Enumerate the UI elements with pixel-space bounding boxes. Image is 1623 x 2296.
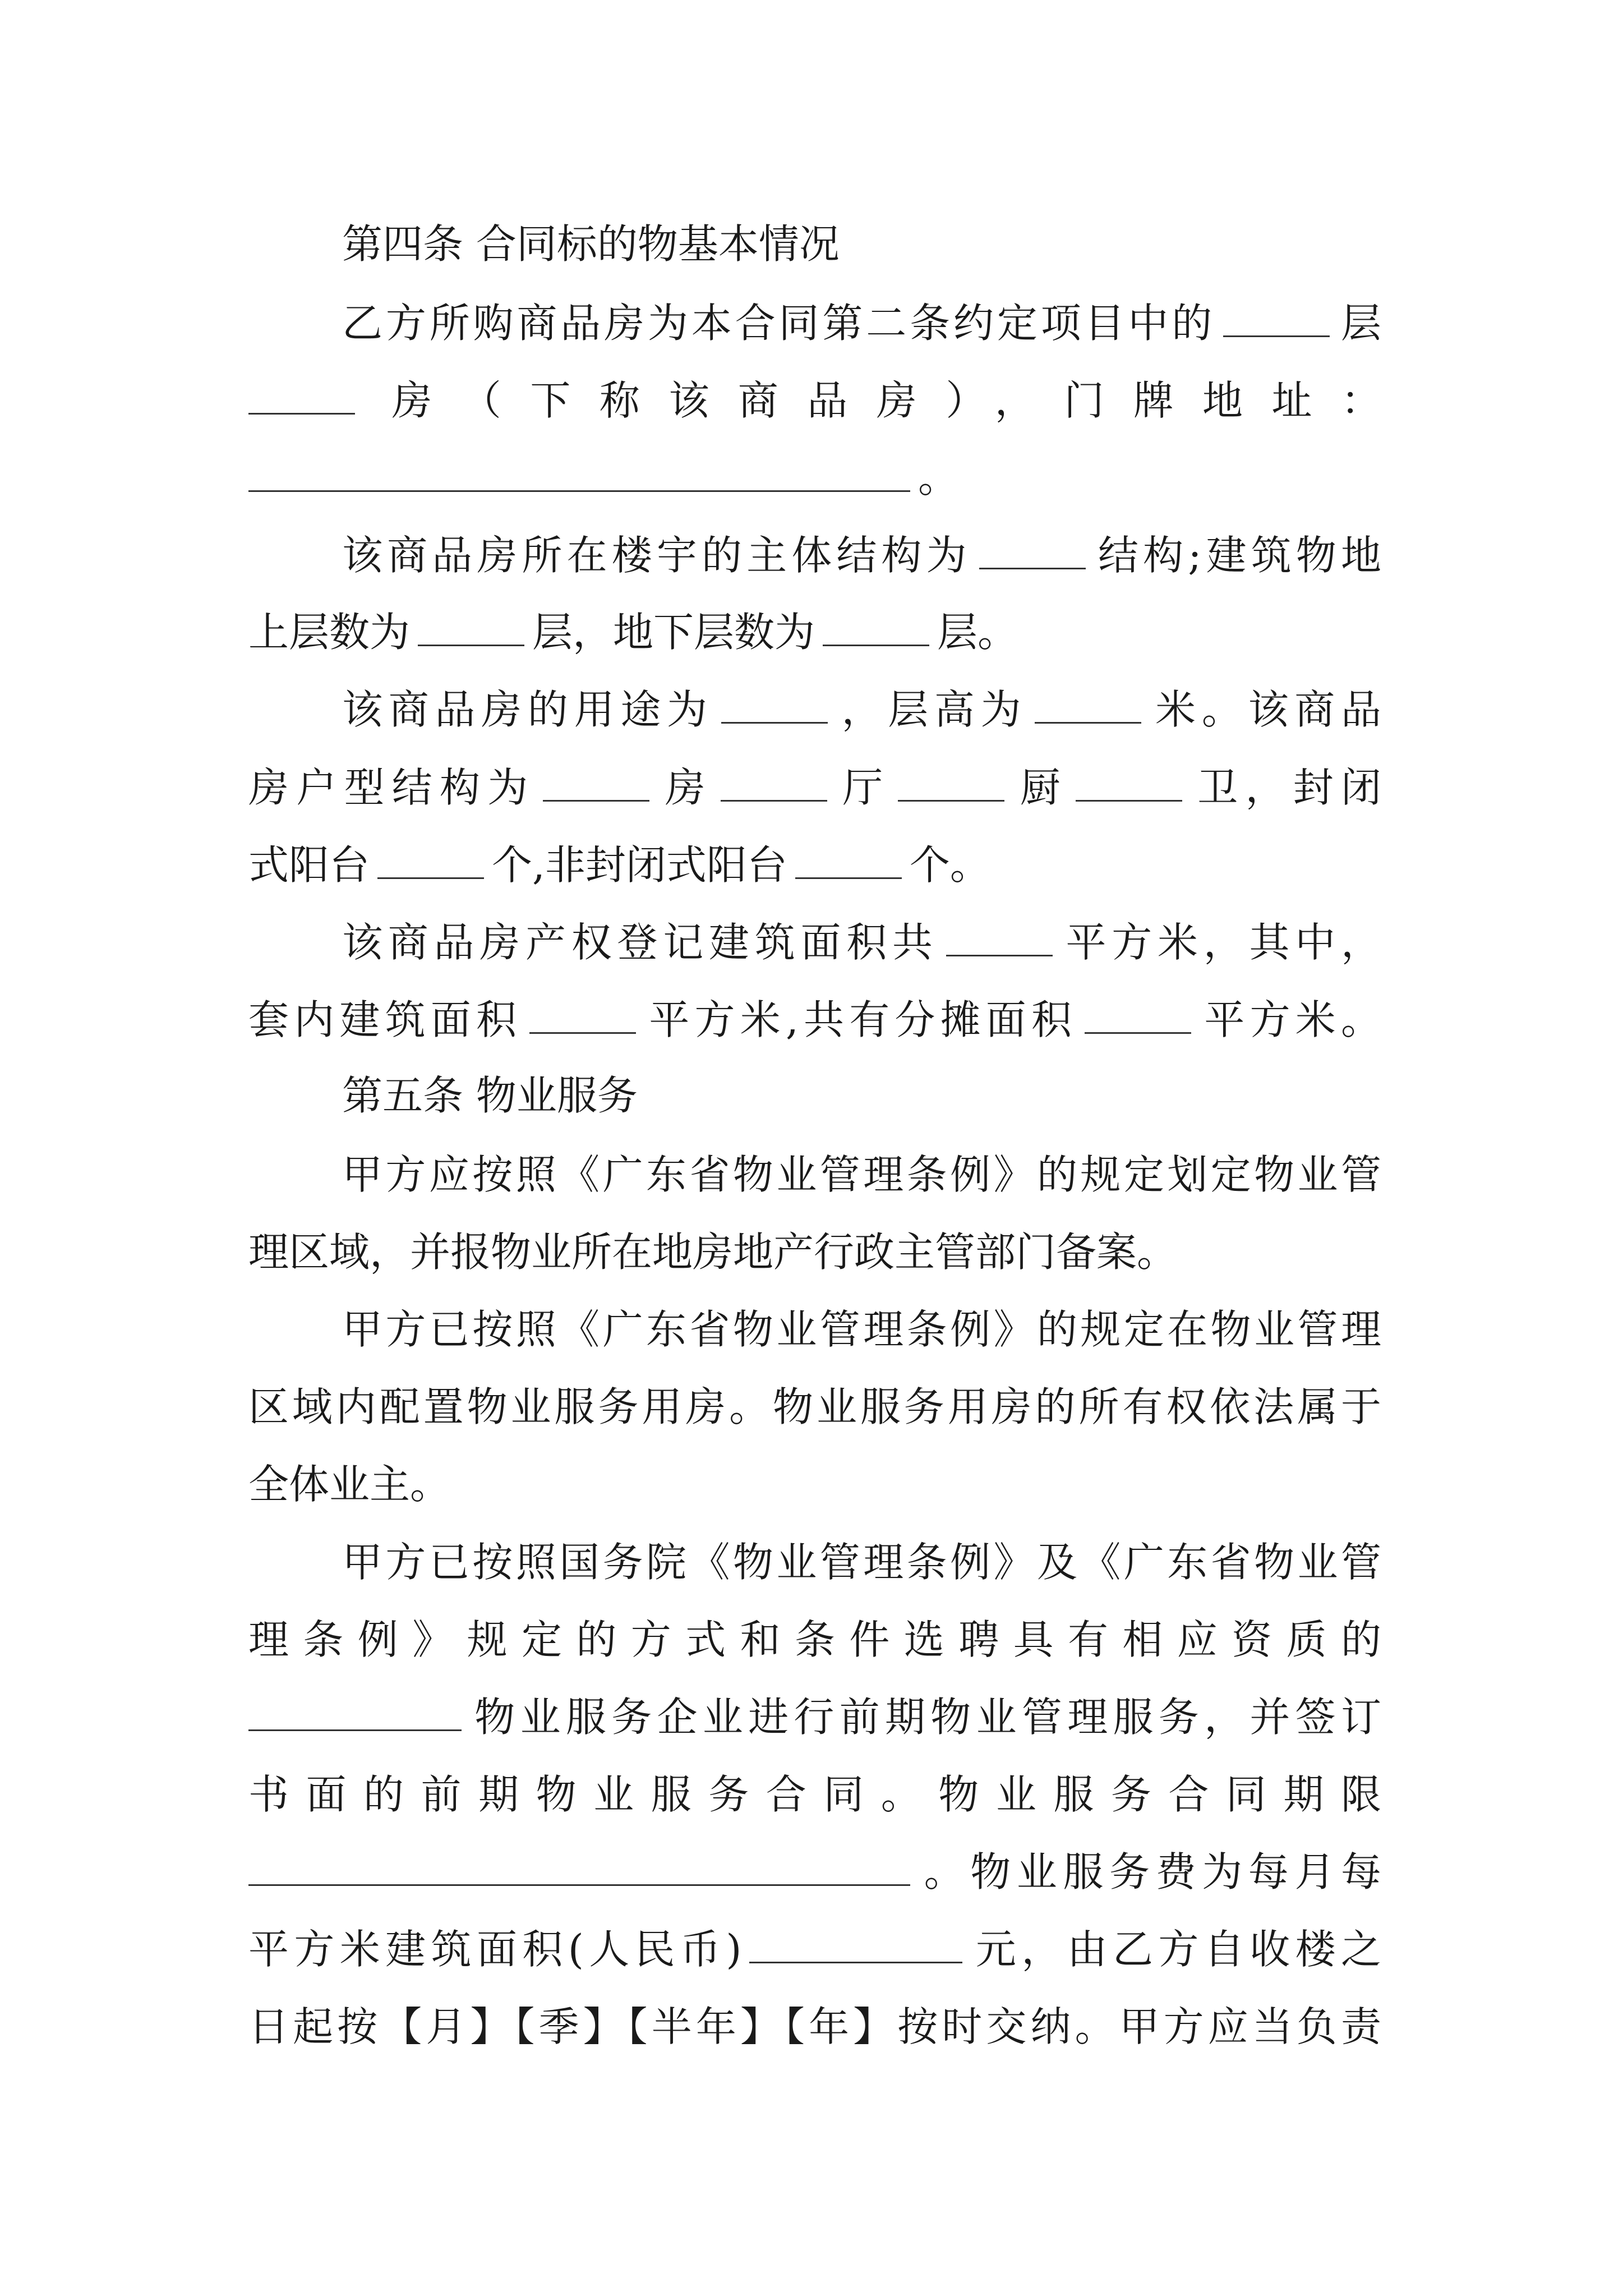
paragraph-2-line-2 <box>248 604 1381 660</box>
fill-blank-open-balconies <box>795 843 902 879</box>
fill-blank-room <box>248 378 355 415</box>
paragraph-2-line-1 <box>342 527 1381 583</box>
text-segment: 。 <box>918 454 959 501</box>
text-segment: 层 <box>1338 300 1381 347</box>
text-segment: 书面的前期物业服务合同。物业服务合同期限 <box>248 1771 1381 1818</box>
text-segment: 甲方已按照国务院《物业管理条例》及《广东省物业管 <box>342 1539 1381 1586</box>
fill-blank-service-company <box>248 1695 462 1731</box>
text-segment: 该商品房产权登记建筑面积共 <box>342 919 938 966</box>
paragraph-4-line-1 <box>342 914 1381 970</box>
text-segment: 理条例》规定的方式和条件选聘具有相应资质的 <box>248 1616 1381 1663</box>
text-segment: 甲方已按照《广东省物业管理条例》的规定在物业管理 <box>342 1306 1381 1353</box>
text-segment: 平方米,共有分摊面积 <box>644 996 1077 1043</box>
fill-blank-kitchens <box>898 765 1004 802</box>
text-segment: 房（下称该商品房），门牌地址： <box>363 377 1381 424</box>
paragraph-1-line-2 <box>248 372 1381 429</box>
text-segment: 结构;建筑物地 <box>1093 532 1381 579</box>
text-segment: 厨 <box>1012 764 1068 811</box>
text-segment: 物业服务企业进行前期物业管理服务，并签订 <box>469 1694 1381 1741</box>
text-segment: 上层数为 <box>248 609 411 656</box>
fill-blank-floors-below <box>823 610 929 646</box>
paragraph-6-line-3 <box>248 1456 1381 1512</box>
text-segment: 日起按【月】【季】【半年】【年】按时交纳。甲方应当负责 <box>248 2003 1381 2050</box>
text-segment: 。物业服务费为每月每 <box>918 1848 1381 1895</box>
paragraph-3-line-3 <box>248 837 1381 893</box>
paragraph-3-line-1 <box>342 682 1381 738</box>
fill-blank-halls <box>721 765 827 802</box>
paragraph-7-line-3 <box>248 1689 1381 1745</box>
text-segment: 全体业主。 <box>248 1461 451 1508</box>
fill-blank-total-area <box>946 920 1053 956</box>
fill-blank-usage <box>721 687 828 724</box>
paragraph-4-line-2 <box>248 992 1381 1048</box>
text-segment: 厅 <box>834 764 891 811</box>
paragraph-1-line-1 <box>342 295 1381 351</box>
text-segment: 平方米。 <box>1199 996 1381 1043</box>
paragraph-5-line-2 <box>248 1224 1381 1280</box>
text-segment: 层，地下层数为 <box>532 609 815 656</box>
article-4-title <box>342 216 1381 272</box>
fill-blank-address <box>248 455 910 492</box>
text-segment: 理区域，并报物业所在地房地产行政主管部门备案。 <box>248 1228 1178 1276</box>
fill-blank-inner-area <box>529 997 636 1034</box>
paragraph-1-line-3 <box>248 450 1381 506</box>
paragraph-7-line-1 <box>342 1534 1381 1590</box>
text-segment: 个,非封闭式阳台 <box>492 841 787 889</box>
paragraph-7-line-2 <box>248 1612 1381 1668</box>
fill-blank-bathrooms <box>1076 765 1182 802</box>
fill-blank-shared-area <box>1085 997 1191 1034</box>
fill-blank-floor <box>1223 301 1330 337</box>
text-segment: 米。该商品 <box>1149 686 1381 733</box>
text-segment: 区域内配置物业服务用房。物业服务用房的所有权依法属于 <box>248 1383 1381 1430</box>
text-segment: 元，由乙方自收楼之 <box>970 1926 1381 1973</box>
fill-blank-contract-term <box>248 1849 910 1886</box>
text-segment: 式阳台 <box>248 841 370 889</box>
article-5-title-text: 第五条 物业服务 <box>342 1072 638 1119</box>
paragraph-7-line-4 <box>248 1766 1381 1823</box>
text-segment: 该商品房的用途为 <box>342 686 713 733</box>
paragraph-3-line-2 <box>248 760 1381 816</box>
text-segment: 卫，封闭 <box>1189 764 1381 811</box>
text-segment: 个。 <box>909 841 990 889</box>
text-segment: 房 <box>657 764 713 811</box>
text-segment: 甲方应按照《广东省物业管理条例》的规定划定物业管 <box>342 1151 1381 1198</box>
fill-blank-closed-balconies <box>377 843 484 879</box>
article-5-title <box>342 1068 1381 1124</box>
text-segment: 套内建筑面积 <box>248 996 522 1043</box>
paragraph-6-line-2 <box>248 1379 1381 1435</box>
text-segment: 平方米，其中， <box>1060 919 1381 966</box>
fill-blank-floors-above <box>418 610 524 646</box>
fill-blank-service-fee <box>749 1927 962 1963</box>
text-segment: 乙方所购商品房为本合同第二条约定项目中的 <box>342 300 1216 347</box>
text-segment: ，层高为 <box>835 686 1027 733</box>
text-segment: 该商品房所在楼宇的主体结构为 <box>342 532 971 579</box>
paragraph-7-line-7 <box>248 1999 1381 2055</box>
fill-blank-structure <box>979 533 1086 569</box>
paragraph-7-line-6 <box>248 1921 1381 1977</box>
paragraph-5-line-1 <box>342 1147 1381 1203</box>
fill-blank-floor-height <box>1035 687 1141 724</box>
paragraph-6-line-1 <box>342 1301 1381 1358</box>
paragraph-7-line-5 <box>248 1844 1381 1900</box>
article-4-title-text: 第四条 合同标的物基本情况 <box>342 220 840 268</box>
fill-blank-rooms <box>543 765 649 802</box>
text-segment: 房户型结构为 <box>248 764 536 811</box>
text-segment: 平方米建筑面积(人民币) <box>248 1926 742 1973</box>
text-segment: 层。 <box>937 609 1018 656</box>
